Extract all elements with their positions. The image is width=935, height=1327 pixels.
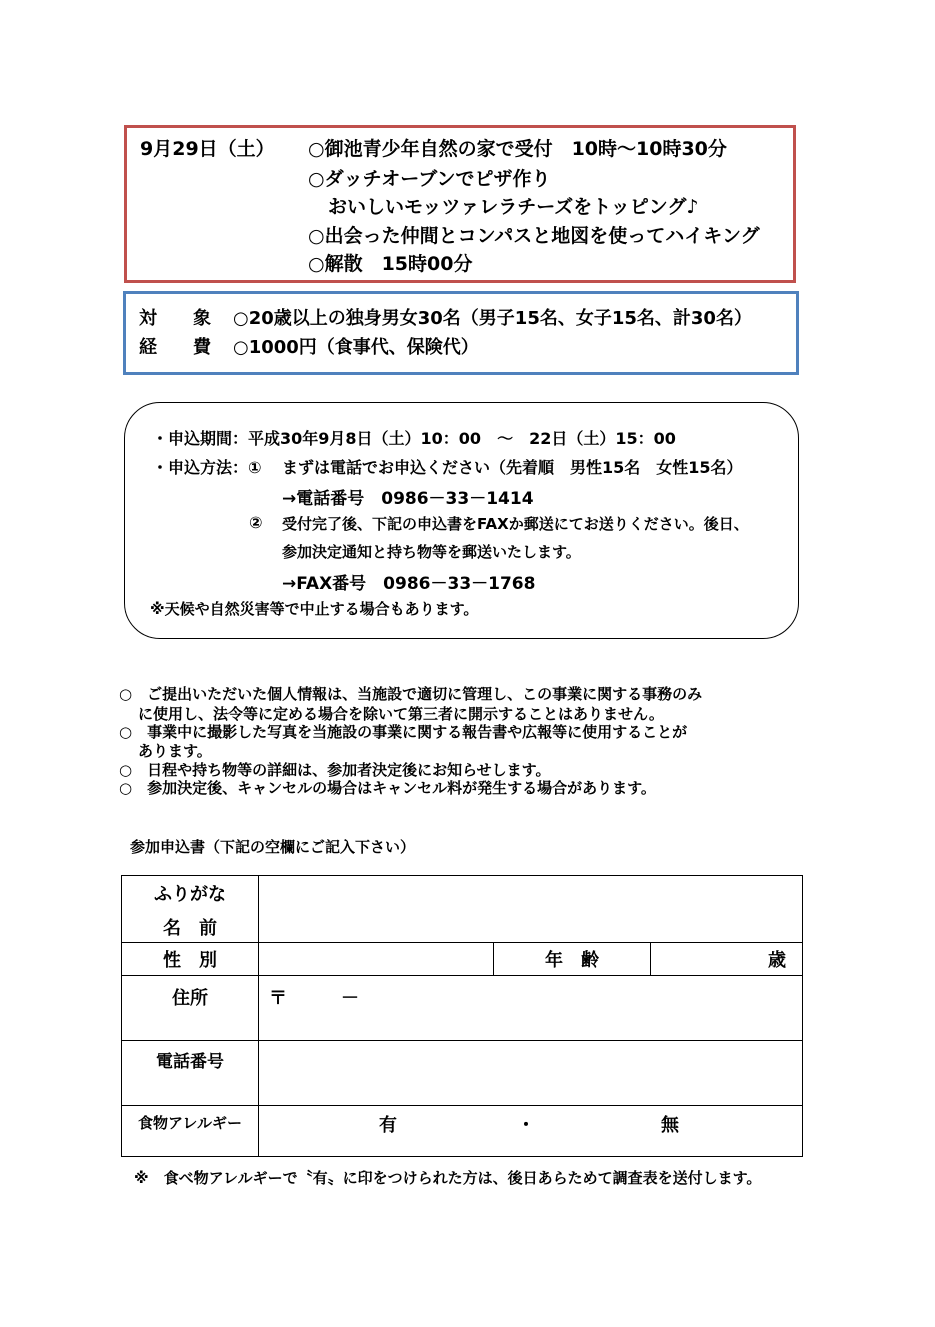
phone-field[interactable] — [259, 1041, 803, 1106]
schedule-line-4: ○出会った仲間とコンパスと地図を使ってハイキング — [308, 225, 760, 247]
postal-code-mark: 〒 － — [269, 988, 359, 1009]
age-field[interactable] — [651, 943, 803, 976]
allergy-label: 食物アレルギー — [122, 1106, 259, 1157]
name-label-cell — [122, 876, 259, 943]
schedule-date: 9月29日（土） — [140, 138, 275, 160]
address-row — [122, 976, 803, 1041]
allergy-no-option[interactable]: 無 — [661, 1115, 679, 1136]
schedule-line-1: ○御池青少年自然の家で受付 10時～10時30分 — [308, 138, 727, 160]
application-method-2-line-2: 参加決定通知と持ち物等を郵送いたします。 — [282, 543, 581, 561]
notice-line-1: ○ ご提出いただいた個人情報は、当施設で適切に管理し、この事業に関する事務のみ — [119, 685, 703, 703]
notice-line-3: ○ 事業中に撮影した写真を当施設の事業に関する報告書や広報等に使用することが — [119, 723, 688, 741]
allergy-yes-option[interactable]: 有 — [379, 1115, 397, 1136]
schedule-line-2: ○ダッチオーブンでピザ作り — [308, 168, 551, 190]
schedule-line-5: ○解散 15時00分 — [308, 253, 473, 275]
name-label: 名 前 — [163, 918, 217, 939]
address-field[interactable] — [259, 976, 803, 1041]
notice-line-4: あります。 — [138, 742, 212, 760]
gender-label: 性 別 — [122, 943, 259, 976]
gender-age-row — [122, 943, 803, 976]
application-fax: →FAX番号 0986－33－1768 — [282, 574, 536, 594]
address-label: 住所 — [122, 976, 259, 1041]
target-value: ○20歳以上の独身男女30名（男子15名、女子15名、計30名） — [233, 308, 752, 329]
phone-label: 電話番号 — [122, 1041, 259, 1106]
name-field[interactable] — [259, 876, 803, 943]
fee-value: ○1000円（食事代、保険代） — [233, 337, 479, 358]
gender-field[interactable] — [259, 943, 494, 976]
form-title: 参加申込書（下記の空欄にご記入下さい） — [130, 838, 416, 856]
name-row — [122, 876, 803, 943]
allergy-row — [122, 1106, 803, 1157]
application-note: ※天候や自然災害等で中止する場合もあります。 — [150, 600, 479, 618]
furigana-label: ふりがな — [154, 884, 226, 905]
application-method-2-line-1: 受付完了後、下記の申込書をFAXか郵送にてお送りください。後日、 — [282, 515, 749, 533]
schedule-line-3: おいしいモッツァレラチーズをトッピング♪ — [328, 196, 699, 218]
application-method-1: まずは電話でお申込ください（先着順 男性15名 女性15名） — [282, 458, 743, 477]
application-period: ・申込期間：平成30年9月8日（土）10：00 ～ 22日（土）15：00 — [152, 429, 676, 448]
application-method-2-num: ② — [249, 513, 263, 532]
application-form-table — [121, 875, 803, 1157]
application-method-label: ・申込方法：① — [152, 458, 262, 477]
age-label: 年 齢 — [494, 943, 651, 976]
notice-line-6: ○ 参加決定後、キャンセルの場合はキャンセル料が発生する場合があります。 — [119, 779, 656, 797]
notice-line-2: に使用し、法令等に定める場合を除いて第三者に開示することはありません。 — [138, 705, 664, 723]
fee-label: 経 費 — [139, 337, 211, 358]
allergy-field[interactable] — [259, 1106, 803, 1157]
allergy-separator: ・ — [517, 1115, 535, 1136]
notice-line-5: ○ 日程や持ち物等の詳細は、参加者決定後にお知らせします。 — [119, 761, 551, 779]
age-unit: 歳 — [768, 950, 787, 971]
application-phone: →電話番号 0986－33－1414 — [282, 489, 534, 509]
phone-row — [122, 1041, 803, 1106]
allergy-footnote: ※ 食べ物アレルギーで〝有〟に印をつけられた方は、後日あらためて調査表を送付します。 — [134, 1169, 762, 1187]
target-label: 対 象 — [139, 308, 211, 329]
